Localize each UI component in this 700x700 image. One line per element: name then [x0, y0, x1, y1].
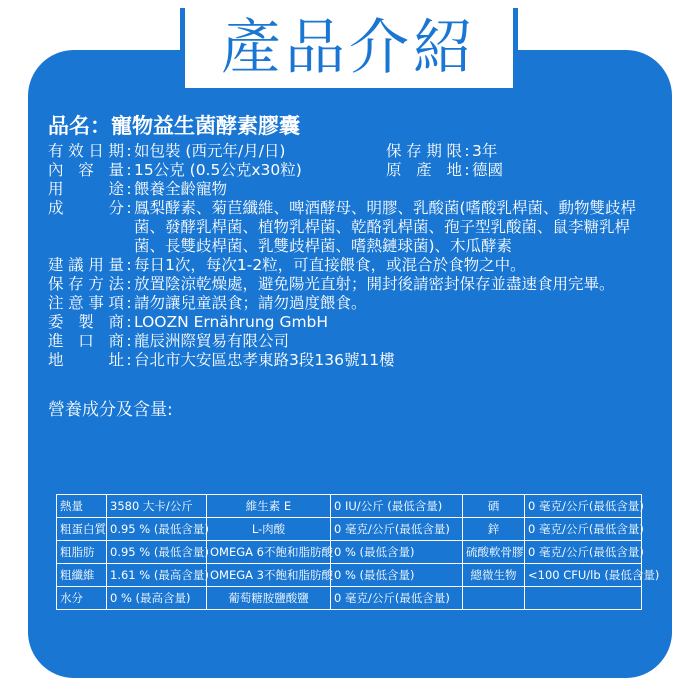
expiry-value: 如包裝 (西元年/月/日): [134, 142, 286, 160]
table-cell: 總微生物: [463, 564, 525, 587]
table-cell: OMEGA 3不飽和脂肪酸: [207, 564, 331, 587]
importer-label: 進口商: [48, 332, 124, 350]
shelf-life-label: 保存期限: [386, 142, 462, 160]
ingredients-label: 成分: [48, 199, 124, 217]
product-name: 品名：寵物益生菌酵素膠囊: [48, 114, 300, 138]
table-cell: [525, 587, 642, 610]
nutrition-table: [56, 494, 660, 610]
table-row: [57, 495, 642, 518]
table-cell: 1.61 % (最高含量): [107, 564, 207, 587]
address-label: 地址: [48, 351, 124, 369]
table-cell: OMEGA 6不飽和脂肪酸: [207, 541, 331, 564]
storage-value: 放置陰涼乾燥處，避免陽光直射；開封後請密封保存並盡速食用完畢。: [134, 275, 615, 293]
row-usage: 用途 : 餵養全齡寵物: [48, 180, 658, 199]
row-address: 地址 : 台北市大安區忠孝東路3段136號11樓: [48, 351, 658, 370]
table-cell: 0 IU/公斤 (最低含量): [331, 495, 463, 518]
caution-value: 請勿讓兒童誤食；請勿過度餵食。: [134, 294, 367, 312]
table-cell: L-肉酸: [207, 518, 331, 541]
row-maker: 委製商 : LOOZN Ernährung GmbH: [48, 313, 658, 332]
title-banner: [180, 8, 518, 88]
table-cell: 0 毫克/公斤(最低含量): [525, 541, 642, 564]
usage-value: 餵養全齡寵物: [134, 180, 228, 198]
table-cell: 水分: [57, 587, 107, 610]
table-row: [57, 518, 642, 541]
table-cell: 葡萄糖胺鹽酸鹽: [207, 587, 331, 610]
table-cell: 0 毫克/公斤(最低含量): [525, 495, 642, 518]
table-cell: 硒: [463, 495, 525, 518]
table-cell: 0 % (最低含量): [331, 541, 463, 564]
table-cell: 0 % (最低含量): [331, 564, 463, 587]
table-cell: 0.95 % (最低含量): [107, 541, 207, 564]
table-cell: 硫酸軟骨膠: [463, 541, 525, 564]
row-expiry-shelf: 有效日期 : 如包裝 (西元年/月/日) 保存期限 : 3年: [48, 142, 658, 161]
dosage-label: 建議用量: [48, 256, 124, 274]
table-cell: [463, 587, 525, 610]
table-row: [57, 587, 642, 610]
table-row: [57, 541, 642, 564]
row-ingredients: 成分 : 鳳梨酵素、菊苣纖維、啤酒酵母、明膠、乳酸菌(嗜酸乳桿菌、動物雙歧桿菌、發酵乳桿菌、植物乳桿菌、乾酪乳桿菌、孢子型乳酸菌、鼠李糖乳桿菌、長雙歧桿菌、乳雙歧桿菌、嗜熱鏈球菌)、木瓜酵素: [48, 199, 658, 256]
page-title: 產品介紹: [221, 13, 477, 83]
table-cell: 0 毫克/公斤(最低含量): [331, 518, 463, 541]
product-info: [48, 112, 658, 422]
table-cell: 0 毫克/公斤(最低含量): [331, 587, 463, 610]
table-cell: 粗纖維: [57, 564, 107, 587]
row-caution: 注意事項 : 請勿讓兒童誤食；請勿過度餵食。: [48, 294, 658, 313]
nutrition-title: 營養成分及含量:: [48, 400, 173, 420]
content-value: 15公克 (0.5公克x30粒): [134, 161, 302, 179]
table-cell: 0 毫克/公斤(最低含量): [525, 518, 642, 541]
ingredients-value: 鳳梨酵素、菊苣纖維、啤酒酵母、明膠、乳酸菌(嗜酸乳桿菌、動物雙歧桿菌、發酵乳桿菌、植物乳桿菌、乾酪乳桿菌、孢子型乳酸菌、鼠李糖乳桿菌、長雙歧桿菌、乳雙歧桿菌、嗜熱鏈球菌)、木瓜酵素: [134, 199, 637, 255]
content-label: 內容量: [48, 161, 124, 179]
table-cell: 粗蛋白質: [57, 518, 107, 541]
row-importer: 進口商 : 龍辰洲際貿易有限公司: [48, 332, 658, 351]
table-cell: 3580 大卡/公斤: [107, 495, 207, 518]
maker-label: 委製商: [48, 313, 124, 331]
importer-value: 龍辰洲際貿易有限公司: [134, 332, 290, 350]
table-cell: 0 % (最高含量): [107, 587, 207, 610]
table-cell: 粗脂肪: [57, 541, 107, 564]
table-cell: 0.95 % (最低含量): [107, 518, 207, 541]
expiry-label: 有效日期: [48, 142, 124, 160]
maker-value: LOOZN Ernährung GmbH: [134, 313, 329, 331]
shelf-life-value: 3年: [472, 142, 498, 160]
table-cell: 鋅: [463, 518, 525, 541]
table-cell: 維生素 E: [207, 495, 331, 518]
table-cell: 熱量: [57, 495, 107, 518]
table-cell: <100 CFU/lb (最低含量): [525, 564, 642, 587]
row-storage: 保存方法 : 放置陰涼乾燥處，避免陽光直射；開封後請密封保存並盡速食用完畢。: [48, 275, 658, 294]
storage-label: 保存方法: [48, 275, 124, 293]
row-content-origin: 內容量 : 15公克 (0.5公克x30粒) 原產地 : 德國: [48, 161, 658, 180]
origin-value: 德國: [472, 161, 504, 179]
dosage-value: 每日1次，每次1-2粒，可直接餵食，或混合於食物之中。: [134, 256, 526, 274]
address-value: 台北市大安區忠孝東路3段136號11樓: [134, 351, 395, 369]
usage-label: 用途: [48, 180, 124, 198]
table-row: [57, 564, 642, 587]
caution-label: 注意事項: [48, 294, 124, 312]
origin-label: 原產地: [386, 161, 462, 179]
row-dosage: 建議用量 : 每日1次，每次1-2粒，可直接餵食，或混合於食物之中。: [48, 256, 658, 275]
